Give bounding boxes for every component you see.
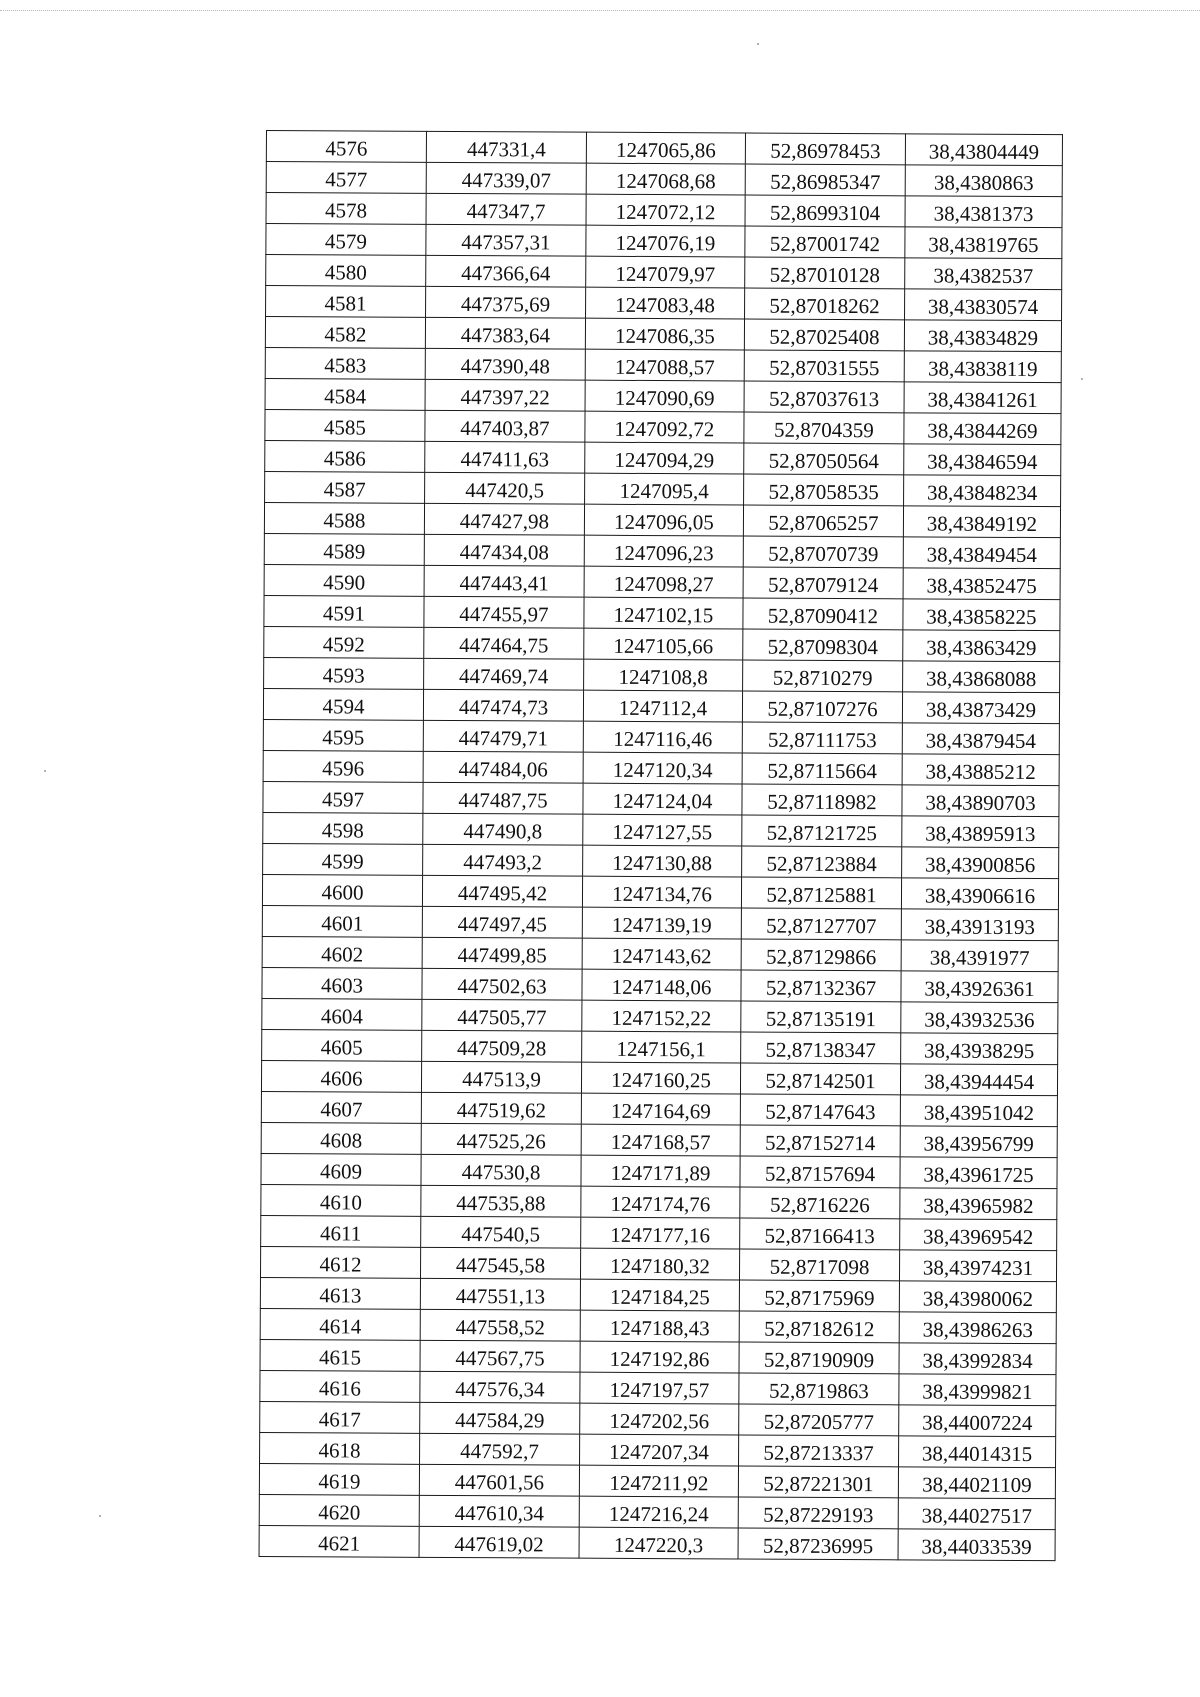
y-coordinate-cell: 1247116,46 xyxy=(583,721,742,753)
longitude-cell: 38,43879454 xyxy=(902,723,1059,755)
longitude-cell: 38,43848234 xyxy=(904,475,1061,507)
point-number-cell: 4593 xyxy=(264,657,424,689)
longitude-cell: 38,43944454 xyxy=(900,1064,1057,1096)
y-coordinate-cell: 1247220,3 xyxy=(579,1527,738,1559)
point-number-cell: 4579 xyxy=(266,224,426,256)
longitude-cell: 38,43849454 xyxy=(903,537,1060,569)
latitude-cell: 52,87132367 xyxy=(741,970,901,1002)
latitude-cell: 52,87229193 xyxy=(738,1497,898,1529)
latitude-cell: 52,87115664 xyxy=(742,753,902,785)
y-coordinate-cell: 1247174,76 xyxy=(581,1186,740,1218)
x-coordinate-cell: 447601,56 xyxy=(419,1464,579,1496)
longitude-cell: 38,43992834 xyxy=(899,1343,1056,1375)
point-number-cell: 4585 xyxy=(265,409,425,441)
table-row xyxy=(263,750,1059,785)
latitude-cell: 52,87135191 xyxy=(741,1001,901,1033)
point-number-cell: 4610 xyxy=(261,1184,421,1216)
latitude-cell: 52,87025408 xyxy=(744,319,904,351)
longitude-cell: 38,43885212 xyxy=(902,754,1059,786)
table-row xyxy=(263,688,1059,723)
point-number-cell: 4602 xyxy=(262,936,422,968)
longitude-cell: 38,43830574 xyxy=(905,289,1062,321)
longitude-cell: 38,43938295 xyxy=(901,1033,1058,1065)
latitude-cell: 52,87090412 xyxy=(743,598,903,630)
point-number-cell: 4611 xyxy=(261,1215,421,1247)
y-coordinate-cell: 1247108,8 xyxy=(584,659,743,691)
longitude-cell: 38,43969542 xyxy=(900,1219,1057,1251)
point-number-cell: 4605 xyxy=(262,1029,422,1061)
longitude-cell: 38,44007224 xyxy=(899,1405,1056,1437)
longitude-cell: 38,43932536 xyxy=(901,1002,1058,1034)
y-coordinate-cell: 1247160,25 xyxy=(581,1062,740,1094)
latitude-cell: 52,87138347 xyxy=(741,1032,901,1064)
point-number-cell: 4576 xyxy=(266,131,426,163)
y-coordinate-cell: 1247088,57 xyxy=(585,349,744,381)
point-number-cell: 4587 xyxy=(265,471,425,503)
y-coordinate-cell: 1247068,68 xyxy=(586,163,745,195)
point-number-cell: 4618 xyxy=(260,1432,420,1464)
y-coordinate-cell: 1247207,34 xyxy=(580,1434,739,1466)
point-number-cell: 4616 xyxy=(260,1370,420,1402)
table-row xyxy=(265,471,1061,506)
table-row xyxy=(266,224,1062,259)
longitude-cell: 38,43906616 xyxy=(901,878,1058,910)
longitude-cell: 38,43895913 xyxy=(902,816,1059,848)
longitude-cell: 38,43804449 xyxy=(905,134,1062,166)
point-number-cell: 4613 xyxy=(260,1277,420,1309)
table-row xyxy=(264,533,1060,568)
latitude-cell: 52,8710279 xyxy=(743,660,903,692)
x-coordinate-cell: 447411,63 xyxy=(425,441,585,473)
point-number-cell: 4608 xyxy=(261,1122,421,1154)
longitude-cell: 38,44014315 xyxy=(899,1436,1056,1468)
longitude-cell: 38,43834829 xyxy=(904,320,1061,352)
x-coordinate-cell: 447420,5 xyxy=(425,472,585,504)
y-coordinate-cell: 1247120,34 xyxy=(583,752,742,784)
point-number-cell: 4598 xyxy=(263,812,423,844)
latitude-cell: 52,87118982 xyxy=(742,784,902,816)
longitude-cell: 38,43819765 xyxy=(905,227,1062,259)
table-row xyxy=(260,1246,1056,1281)
table-row xyxy=(265,317,1061,352)
scan-speck xyxy=(99,1515,101,1517)
latitude-cell: 52,87166413 xyxy=(740,1218,900,1250)
y-coordinate-cell: 1247202,56 xyxy=(580,1403,739,1435)
point-number-cell: 4619 xyxy=(259,1463,419,1495)
table-row xyxy=(263,812,1059,847)
latitude-cell: 52,87236995 xyxy=(738,1528,898,1560)
latitude-cell: 52,87065257 xyxy=(743,505,903,537)
table-row xyxy=(259,1494,1055,1529)
y-coordinate-cell: 1247168,57 xyxy=(581,1124,740,1156)
latitude-cell: 52,87213337 xyxy=(739,1435,899,1467)
y-coordinate-cell: 1247148,06 xyxy=(582,969,741,1001)
x-coordinate-cell: 447474,73 xyxy=(423,689,583,721)
x-coordinate-cell: 447545,58 xyxy=(420,1247,580,1279)
latitude-cell: 52,87107276 xyxy=(742,691,902,723)
x-coordinate-cell: 447497,45 xyxy=(422,906,582,938)
table-row xyxy=(266,255,1062,290)
longitude-cell: 38,44021109 xyxy=(898,1467,1055,1499)
y-coordinate-cell: 1247094,29 xyxy=(585,442,744,474)
x-coordinate-cell: 447443,41 xyxy=(424,565,584,597)
point-number-cell: 4600 xyxy=(262,874,422,906)
y-coordinate-cell: 1247072,12 xyxy=(586,194,745,226)
x-coordinate-cell: 447383,64 xyxy=(425,317,585,349)
y-coordinate-cell: 1247134,76 xyxy=(582,876,741,908)
y-coordinate-cell: 1247152,22 xyxy=(582,1000,741,1032)
latitude-cell: 52,87001742 xyxy=(745,226,905,258)
table-row xyxy=(260,1308,1056,1343)
scan-speck xyxy=(44,770,46,772)
latitude-cell: 52,87098304 xyxy=(743,629,903,661)
table-row xyxy=(260,1401,1056,1436)
latitude-cell: 52,87190909 xyxy=(739,1342,899,1374)
latitude-cell: 52,8704359 xyxy=(744,412,904,444)
x-coordinate-cell: 447535,88 xyxy=(421,1185,581,1217)
x-coordinate-cell: 447558,52 xyxy=(420,1309,580,1341)
longitude-cell: 38,43863429 xyxy=(903,630,1060,662)
table-row xyxy=(265,440,1061,475)
y-coordinate-cell: 1247095,4 xyxy=(585,473,744,505)
point-number-cell: 4599 xyxy=(263,843,423,875)
table-row xyxy=(266,162,1062,197)
x-coordinate-cell: 447357,31 xyxy=(426,224,586,256)
x-coordinate-cell: 447484,06 xyxy=(423,751,583,783)
y-coordinate-cell: 1247098,27 xyxy=(584,566,743,598)
y-coordinate-cell: 1247211,92 xyxy=(579,1465,738,1497)
point-number-cell: 4582 xyxy=(265,317,425,349)
latitude-cell: 52,8717098 xyxy=(739,1249,899,1281)
table-row xyxy=(261,1153,1057,1188)
latitude-cell: 52,87079124 xyxy=(743,567,903,599)
y-coordinate-cell: 1247216,24 xyxy=(579,1496,738,1528)
table-row xyxy=(261,1060,1057,1095)
y-coordinate-cell: 1247180,32 xyxy=(580,1248,739,1280)
point-number-cell: 4601 xyxy=(262,905,422,937)
y-coordinate-cell: 1247124,04 xyxy=(583,783,742,815)
table-row xyxy=(265,378,1061,413)
longitude-cell: 38,43986263 xyxy=(899,1312,1056,1344)
table-row xyxy=(264,626,1060,661)
y-coordinate-cell: 1247083,48 xyxy=(586,287,745,319)
table-row xyxy=(265,347,1061,382)
point-number-cell: 4588 xyxy=(264,502,424,534)
longitude-cell: 38,43900856 xyxy=(902,847,1059,879)
latitude-cell: 52,87010128 xyxy=(745,257,905,289)
table-row xyxy=(261,1122,1057,1157)
longitude-cell: 38,4391977 xyxy=(901,940,1058,972)
latitude-cell: 52,87050564 xyxy=(744,443,904,475)
latitude-cell: 52,87129866 xyxy=(741,939,901,971)
table-row xyxy=(266,131,1062,166)
point-number-cell: 4597 xyxy=(263,781,423,813)
table-row xyxy=(260,1370,1056,1405)
latitude-cell: 52,87125881 xyxy=(741,877,901,909)
point-number-cell: 4609 xyxy=(261,1153,421,1185)
longitude-cell: 38,43890703 xyxy=(902,785,1059,817)
latitude-cell: 52,87152714 xyxy=(740,1125,900,1157)
latitude-cell: 52,8719863 xyxy=(739,1373,899,1405)
latitude-cell: 52,87221301 xyxy=(738,1466,898,1498)
latitude-cell: 52,87127707 xyxy=(741,908,901,940)
y-coordinate-cell: 1247065,86 xyxy=(586,132,745,164)
y-coordinate-cell: 1247112,4 xyxy=(583,690,742,722)
longitude-cell: 38,43980062 xyxy=(899,1281,1056,1313)
longitude-cell: 38,43999821 xyxy=(899,1374,1056,1406)
point-number-cell: 4604 xyxy=(262,998,422,1030)
y-coordinate-cell: 1247139,19 xyxy=(582,907,741,939)
scan-top-edge-line xyxy=(0,10,1200,11)
longitude-cell: 38,43852475 xyxy=(903,568,1060,600)
latitude-cell: 52,87037613 xyxy=(744,381,904,413)
point-number-cell: 4591 xyxy=(264,595,424,627)
x-coordinate-cell: 447499,85 xyxy=(422,937,582,969)
table-row xyxy=(264,595,1060,630)
longitude-cell: 38,43858225 xyxy=(903,599,1060,631)
x-coordinate-cell: 447525,26 xyxy=(421,1123,581,1155)
longitude-cell: 38,44027517 xyxy=(898,1498,1055,1530)
y-coordinate-cell: 1247079,97 xyxy=(586,256,745,288)
x-coordinate-cell: 447509,28 xyxy=(422,1030,582,1062)
point-number-cell: 4614 xyxy=(260,1308,420,1340)
x-coordinate-cell: 447375,69 xyxy=(426,286,586,318)
point-number-cell: 4586 xyxy=(265,440,425,472)
scan-speck xyxy=(757,43,759,45)
x-coordinate-cell: 447455,97 xyxy=(424,596,584,628)
x-coordinate-cell: 447366,64 xyxy=(426,255,586,287)
x-coordinate-cell: 447502,63 xyxy=(422,968,582,1000)
table-row xyxy=(259,1525,1055,1560)
table-row xyxy=(262,998,1058,1033)
longitude-cell: 38,43965982 xyxy=(900,1188,1057,1220)
coordinates-table xyxy=(259,130,1063,1561)
longitude-cell: 38,43838119 xyxy=(904,351,1061,383)
y-coordinate-cell: 1247086,35 xyxy=(585,318,744,350)
point-number-cell: 4606 xyxy=(261,1060,421,1092)
y-coordinate-cell: 1247076,19 xyxy=(586,225,745,257)
table-row xyxy=(262,1029,1058,1064)
latitude-cell: 52,87058535 xyxy=(744,474,904,506)
latitude-cell: 52,86985347 xyxy=(745,164,905,196)
latitude-cell: 52,87111753 xyxy=(742,722,902,754)
y-coordinate-cell: 1247184,25 xyxy=(580,1279,739,1311)
x-coordinate-cell: 447584,29 xyxy=(420,1402,580,1434)
table-row xyxy=(262,905,1058,940)
table-row xyxy=(261,1215,1057,1250)
table-row xyxy=(260,1339,1056,1374)
table-row xyxy=(264,657,1060,692)
longitude-cell: 38,4381373 xyxy=(905,196,1062,228)
longitude-cell: 38,43961725 xyxy=(900,1157,1057,1189)
x-coordinate-cell: 447592,7 xyxy=(420,1433,580,1465)
x-coordinate-cell: 447551,13 xyxy=(420,1278,580,1310)
x-coordinate-cell: 447505,77 xyxy=(422,999,582,1031)
latitude-cell: 52,87142501 xyxy=(740,1063,900,1095)
x-coordinate-cell: 447403,87 xyxy=(425,410,585,442)
point-number-cell: 4581 xyxy=(266,286,426,318)
scan-speck xyxy=(1081,378,1083,380)
point-number-cell: 4612 xyxy=(260,1246,420,1278)
y-coordinate-cell: 1247127,55 xyxy=(583,814,742,846)
x-coordinate-cell: 447469,74 xyxy=(424,658,584,690)
y-coordinate-cell: 1247197,57 xyxy=(580,1372,739,1404)
table-row xyxy=(265,409,1061,444)
coordinates-table-body xyxy=(259,131,1062,1561)
x-coordinate-cell: 447331,4 xyxy=(426,131,586,163)
table-row xyxy=(263,843,1059,878)
y-coordinate-cell: 1247188,43 xyxy=(580,1310,739,1342)
x-coordinate-cell: 447434,08 xyxy=(424,534,584,566)
x-coordinate-cell: 447493,2 xyxy=(423,844,583,876)
table-row xyxy=(266,193,1062,228)
y-coordinate-cell: 1247177,16 xyxy=(581,1217,740,1249)
table-row xyxy=(266,286,1062,321)
latitude-cell: 52,86978453 xyxy=(745,133,905,165)
latitude-cell: 52,87157694 xyxy=(740,1156,900,1188)
x-coordinate-cell: 447576,34 xyxy=(420,1371,580,1403)
table-row xyxy=(261,1184,1057,1219)
latitude-cell: 52,87070739 xyxy=(743,536,903,568)
x-coordinate-cell: 447490,8 xyxy=(423,813,583,845)
longitude-cell: 38,43846594 xyxy=(904,444,1061,476)
point-number-cell: 4621 xyxy=(259,1525,419,1557)
longitude-cell: 38,43974231 xyxy=(899,1250,1056,1282)
x-coordinate-cell: 447347,7 xyxy=(426,193,586,225)
x-coordinate-cell: 447397,22 xyxy=(425,379,585,411)
table-row xyxy=(263,719,1059,754)
point-number-cell: 4589 xyxy=(264,533,424,565)
point-number-cell: 4596 xyxy=(263,750,423,782)
point-number-cell: 4617 xyxy=(260,1401,420,1433)
longitude-cell: 38,43951042 xyxy=(900,1095,1057,1127)
x-coordinate-cell: 447567,75 xyxy=(420,1340,580,1372)
table-row xyxy=(263,781,1059,816)
x-coordinate-cell: 447610,34 xyxy=(419,1495,579,1527)
latitude-cell: 52,87182612 xyxy=(739,1311,899,1343)
latitude-cell: 52,8716226 xyxy=(740,1187,900,1219)
longitude-cell: 38,43849192 xyxy=(903,506,1060,538)
latitude-cell: 52,87018262 xyxy=(745,288,905,320)
x-coordinate-cell: 447540,5 xyxy=(421,1216,581,1248)
point-number-cell: 4595 xyxy=(263,719,423,751)
table-row xyxy=(262,874,1058,909)
y-coordinate-cell: 1247171,89 xyxy=(581,1155,740,1187)
latitude-cell: 52,87031555 xyxy=(744,350,904,382)
latitude-cell: 52,87123884 xyxy=(742,846,902,878)
y-coordinate-cell: 1247105,66 xyxy=(584,628,743,660)
latitude-cell: 52,87121725 xyxy=(742,815,902,847)
y-coordinate-cell: 1247156,1 xyxy=(582,1031,741,1063)
table-row xyxy=(261,1091,1057,1126)
latitude-cell: 52,87205777 xyxy=(739,1404,899,1436)
point-number-cell: 4577 xyxy=(266,162,426,194)
y-coordinate-cell: 1247164,69 xyxy=(581,1093,740,1125)
y-coordinate-cell: 1247092,72 xyxy=(585,411,744,443)
latitude-cell: 52,86993104 xyxy=(745,195,905,227)
longitude-cell: 38,43956799 xyxy=(900,1126,1057,1158)
table-row xyxy=(259,1463,1055,1498)
longitude-cell: 38,43844269 xyxy=(904,413,1061,445)
longitude-cell: 38,43841261 xyxy=(904,382,1061,414)
x-coordinate-cell: 447519,62 xyxy=(421,1092,581,1124)
point-number-cell: 4592 xyxy=(264,626,424,658)
point-number-cell: 4615 xyxy=(260,1339,420,1371)
x-coordinate-cell: 447487,75 xyxy=(423,782,583,814)
point-number-cell: 4603 xyxy=(262,967,422,999)
point-number-cell: 4580 xyxy=(266,255,426,287)
point-number-cell: 4620 xyxy=(259,1494,419,1526)
x-coordinate-cell: 447513,9 xyxy=(421,1061,581,1093)
longitude-cell: 38,4382537 xyxy=(905,258,1062,290)
longitude-cell: 38,43926361 xyxy=(901,971,1058,1003)
y-coordinate-cell: 1247130,88 xyxy=(583,845,742,877)
table-row xyxy=(260,1432,1056,1467)
longitude-cell: 38,43913193 xyxy=(901,909,1058,941)
x-coordinate-cell: 447427,98 xyxy=(424,503,584,535)
point-number-cell: 4583 xyxy=(265,347,425,379)
y-coordinate-cell: 1247090,69 xyxy=(585,380,744,412)
x-coordinate-cell: 447619,02 xyxy=(419,1526,579,1558)
longitude-cell: 38,43873429 xyxy=(902,692,1059,724)
table-row xyxy=(262,967,1058,1002)
point-number-cell: 4607 xyxy=(261,1091,421,1123)
longitude-cell: 38,44033539 xyxy=(898,1529,1055,1561)
point-number-cell: 4578 xyxy=(266,193,426,225)
point-number-cell: 4594 xyxy=(263,688,423,720)
x-coordinate-cell: 447495,42 xyxy=(422,875,582,907)
latitude-cell: 52,87147643 xyxy=(740,1094,900,1126)
x-coordinate-cell: 447339,07 xyxy=(426,162,586,194)
longitude-cell: 38,4380863 xyxy=(905,165,1062,197)
point-number-cell: 4584 xyxy=(265,378,425,410)
point-number-cell: 4590 xyxy=(264,564,424,596)
x-coordinate-cell: 447479,71 xyxy=(423,720,583,752)
table-row xyxy=(264,502,1060,537)
x-coordinate-cell: 447390,48 xyxy=(425,348,585,380)
y-coordinate-cell: 1247192,86 xyxy=(580,1341,739,1373)
table-row xyxy=(264,564,1060,599)
y-coordinate-cell: 1247102,15 xyxy=(584,597,743,629)
y-coordinate-cell: 1247143,62 xyxy=(582,938,741,970)
table-row xyxy=(262,936,1058,971)
y-coordinate-cell: 1247096,23 xyxy=(584,535,743,567)
longitude-cell: 38,43868088 xyxy=(903,661,1060,693)
y-coordinate-cell: 1247096,05 xyxy=(584,504,743,536)
table-row xyxy=(260,1277,1056,1312)
x-coordinate-cell: 447464,75 xyxy=(424,627,584,659)
latitude-cell: 52,87175969 xyxy=(739,1280,899,1312)
x-coordinate-cell: 447530,8 xyxy=(421,1154,581,1186)
